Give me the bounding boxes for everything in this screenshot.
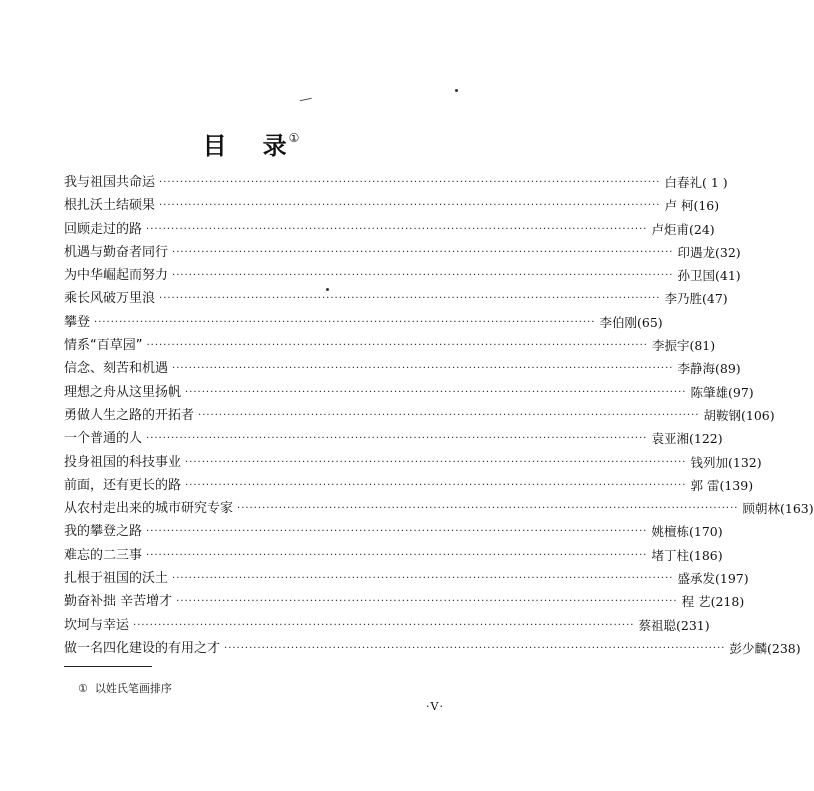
toc-entry-author: 李静海 (677, 361, 715, 377)
toc-leader-dots: ························································································································ (185, 479, 687, 491)
toc-entry (64, 614, 710, 637)
toc-entry-page: (41) (714, 268, 741, 284)
toc-entry-page: (170) (688, 524, 723, 540)
toc-entry-title: 乘长风破万里浪 (64, 291, 156, 307)
toc-leader-dots: ························································································································ (146, 340, 648, 352)
footnote-text: 以姓氏笔画排序 (94, 682, 172, 695)
toc-entry-page: (186) (688, 547, 723, 563)
toc-entry-title: 根扎沃土结硕果 (64, 198, 156, 214)
toc-entry-title: 从农村走出来的城市研究专家 (64, 501, 234, 517)
toc-entry (64, 404, 775, 427)
toc-entry-title: 我的攀登之路 (64, 524, 143, 540)
toc-entry (64, 264, 741, 287)
toc-entry-author: 胡鞍钢 (703, 407, 741, 423)
toc-entry-author: 盛承发 (677, 571, 715, 587)
toc-leader-dots: ························································································································ (146, 549, 648, 561)
toc-leader-dots: ························································································································ (185, 456, 687, 468)
toc-leader-dots: ························································································································ (237, 503, 739, 515)
toc-entry-title: 做一名四化建设的有用之才 (64, 640, 221, 656)
toc-entry-author: 郭 雷 (690, 477, 720, 493)
toc-entry (64, 194, 720, 217)
toc-entry (64, 334, 716, 357)
toc-entry (64, 474, 754, 497)
toc-entry-title: 难忘的二三事 (64, 547, 143, 563)
title-right-char: 录 (262, 132, 289, 160)
toc-entry-title: 前面，还有更长的路 (64, 477, 182, 493)
toc-entry (64, 311, 663, 334)
toc-leader-dots: ························································································································ (146, 433, 648, 445)
toc-entry-page: (97) (727, 384, 754, 400)
toc-entry-page: (122) (688, 431, 723, 447)
toc-leader-dots: ························································································································ (146, 526, 648, 538)
toc-entry-page: (106) (740, 407, 775, 423)
toc-entry (64, 544, 723, 567)
toc-entry (64, 171, 728, 194)
toc-entry-page: (139) (719, 477, 754, 493)
toc-leader-dots: ························································································································ (172, 270, 674, 282)
toc-leader-dots: ························································································································ (133, 619, 635, 631)
toc-entry-author: 卢炬甫 (651, 221, 689, 237)
toc-entry-title: 理想之舟从这里扬帆 (64, 384, 182, 400)
scan-mark (300, 98, 312, 103)
footnote (78, 680, 172, 696)
toc-entry (64, 590, 745, 613)
toc-entry (64, 357, 741, 380)
footnote-rule (64, 666, 152, 667)
toc-entry-author: 姚檀栋 (651, 524, 689, 540)
page-title (0, 126, 504, 161)
toc-entry-page: (238) (766, 640, 801, 656)
toc-leader-dots: ························································································································ (224, 642, 726, 654)
toc-entry-page: (65) (636, 314, 663, 330)
toc-entry (64, 497, 814, 520)
toc-entry-author: 顾朝林 (742, 501, 780, 517)
toc-entry-author: 李乃胜 (664, 291, 702, 307)
title-left-char: 目 (202, 132, 229, 160)
toc-leader-dots: ························································································································ (159, 200, 661, 212)
toc-entry-page: (47) (701, 291, 728, 307)
toc-entry-page: (132) (727, 454, 762, 470)
toc-leader-dots: ························································································································ (94, 316, 596, 328)
toc-entry (64, 520, 723, 543)
toc-leader-dots: ························································································································ (159, 293, 661, 305)
toc-entry-page: (163) (779, 501, 814, 517)
toc-entry-title: 为中华崛起而努力 (64, 268, 169, 284)
toc-entry (64, 451, 762, 474)
toc-entry-title: 我与祖国共命运 (64, 175, 156, 190)
toc-entry-author: 李振宇 (651, 338, 690, 354)
toc-entry (64, 218, 715, 241)
toc-leader-dots: ························································································································ (198, 409, 700, 421)
toc-leader-dots: ························································································································ (146, 223, 648, 235)
toc-entry-page: (231) (675, 617, 710, 633)
toc-entry-title: 一个普通的人 (64, 431, 143, 447)
toc-entry-author: 钱列加 (690, 454, 728, 470)
toc-leader-dots: ························································································································ (176, 596, 678, 608)
toc-entry-author: 白春礼 (664, 175, 702, 190)
toc-entry-page: (197) (714, 571, 749, 587)
toc-entry-title: 扎根于祖国的沃土 (64, 571, 169, 587)
toc-entry-page: (24) (688, 221, 715, 237)
toc-entry (64, 567, 749, 590)
toc-entry-author: 陈肇雄 (690, 384, 728, 400)
toc-entry-page: ( 1 ) (701, 175, 728, 190)
toc-entry-title: 回顾走过的路 (64, 221, 143, 237)
toc-entry-author: 李伯刚 (599, 314, 637, 330)
toc-entry-title: 机遇与勤奋者同行 (64, 244, 169, 260)
toc-entry (64, 287, 728, 310)
toc-entry-author: 蔡祖聪 (638, 617, 676, 633)
toc-leader-dots: ························································································································ (185, 386, 687, 398)
toc-entry-title: 勇做人生之路的开拓者 (64, 407, 195, 423)
title-footnote-ref: ① (288, 131, 302, 145)
toc-entry-title: 投身祖国的科技事业 (64, 454, 182, 470)
toc-entry (64, 427, 723, 450)
scan-speck (455, 89, 458, 92)
toc-entry-author: 彭少麟 (729, 640, 767, 656)
toc-entry-author: 袁亚湘 (651, 431, 689, 447)
toc-leader-dots: ························································································································ (159, 177, 661, 188)
toc-entry-author: 卢 柯 (664, 198, 694, 214)
toc-entry-title: 情系“百草园” (64, 338, 143, 354)
toc-entry-title: 坎坷与幸运 (64, 617, 130, 633)
toc-entry-author: 印遇龙 (677, 244, 715, 260)
toc-entry-title: 攀登 (64, 314, 91, 330)
toc-entry (64, 637, 801, 660)
toc-entry-page: (81) (689, 338, 716, 354)
toc-entry-page: (32) (714, 244, 741, 260)
toc-entry-page: (16) (693, 198, 720, 214)
toc-entry (64, 381, 754, 404)
toc-entry-page: (89) (714, 361, 741, 377)
toc-entry-title: 勤奋补拙 辛苦增才 (64, 594, 173, 610)
toc-entry-author: 孙卫国 (677, 268, 715, 284)
toc-entry-author: 程 艺 (681, 594, 711, 610)
toc-leader-dots: ························································································································ (172, 246, 674, 258)
footnote-marker: ① (78, 682, 88, 695)
toc-entry-page: (218) (710, 594, 745, 610)
toc-leader-dots: ························································································································ (172, 573, 674, 585)
toc-leader-dots: ························································································································ (172, 363, 674, 375)
table-of-contents (64, 171, 814, 660)
page-number: ·V· (426, 700, 444, 713)
toc-entry-title: 信念、刻苦和机遇 (64, 361, 169, 377)
toc-entry (64, 241, 741, 264)
toc-entry-author: 堵丁柱 (651, 547, 689, 563)
